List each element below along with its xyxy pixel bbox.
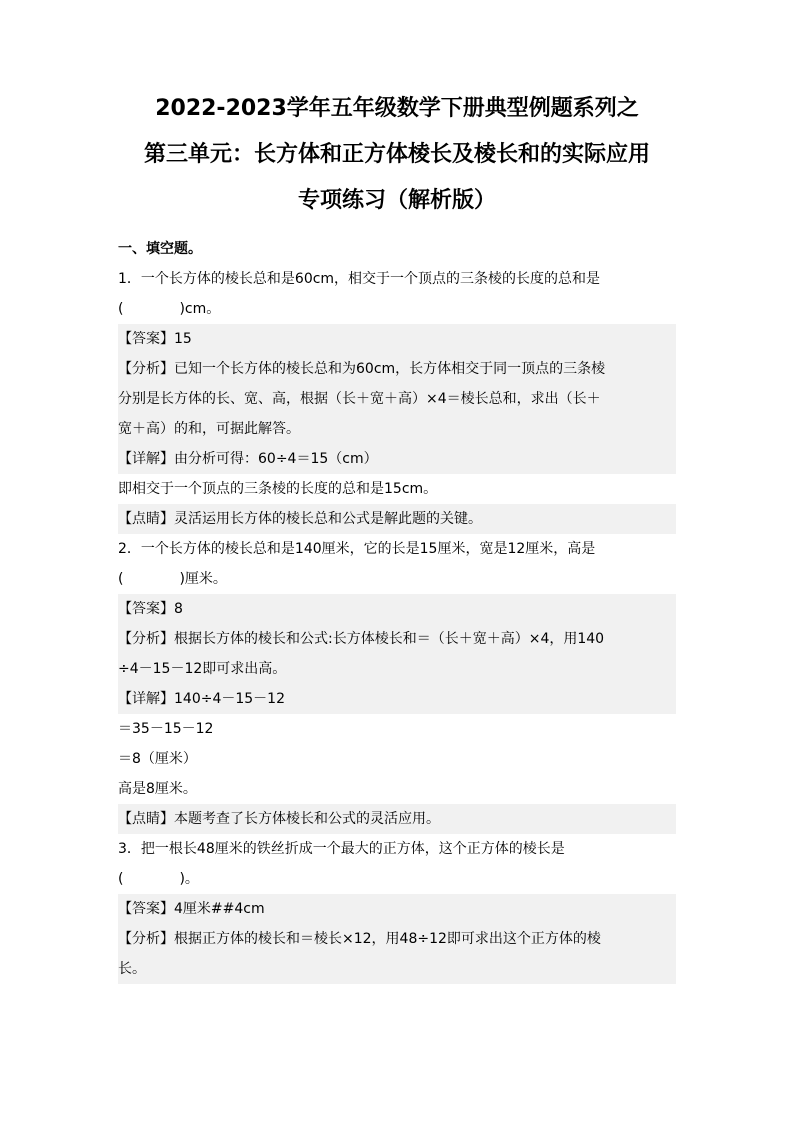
- question-1-detail-line-2: 即相交于一个顶点的三条棱的长度的总和是15cm。: [118, 481, 438, 497]
- question-3-analysis-line-2: 长。: [118, 961, 146, 977]
- question-1-comment-block: [118, 504, 676, 534]
- question-2-analysis-line-2: ÷4－15－12即可求出高。: [118, 661, 287, 677]
- question-2-comment: 【点睛】本题考查了长方体棱长和公式的灵活应用。: [118, 811, 440, 827]
- section-title: 一、填空题。: [118, 241, 202, 257]
- question-2-detail-line-3: ＝8（厘米）: [118, 751, 197, 767]
- question-2-detail-line-1: 【详解】140÷4－15－12: [118, 691, 285, 707]
- title-line-2: 第三单元：长方体和正方体棱长及棱长和的实际应用: [143, 142, 650, 167]
- question-3-solution: [118, 894, 676, 984]
- title-line-3: 专项练习（解析版）: [297, 188, 496, 213]
- question-1-analysis-line-1: 【分析】已知一个长方体的棱长总和为60cm，长方体相交于同一顶点的三条棱: [118, 361, 606, 377]
- question-1-detail-line-1: 【详解】由分析可得：60÷4＝15（cm）: [118, 451, 378, 467]
- question-2-comment-block: [118, 804, 676, 834]
- question-3-answer: 【答案】4厘米##4cm: [118, 901, 265, 917]
- question-3-blank: ( )。: [118, 871, 199, 887]
- question-2-blank: ( )厘米。: [118, 571, 227, 587]
- document-page: [118, 86, 676, 984]
- question-1-answer: 【答案】15: [118, 331, 192, 347]
- question-1-solution: [118, 324, 676, 474]
- title-line-1: 2022-2023学年五年级数学下册典型例题系列之: [155, 96, 639, 121]
- question-3-text: 3．把一根长48厘米的铁丝折成一个最大的正方体，这个正方体的棱长是: [118, 841, 565, 857]
- question-2-answer: 【答案】8: [118, 601, 183, 617]
- question-2-analysis-line-1: 【分析】根据长方体的棱长和公式:长方体棱长和＝（长＋宽＋高）×4，用140: [118, 631, 605, 647]
- question-1-blank: ( )cm。: [118, 301, 221, 317]
- question-1-comment: 【点睛】灵活运用长方体的棱长总和公式是解此题的关键。: [118, 511, 482, 527]
- question-1-text: 1．一个长方体的棱长总和是60cm，相交于一个顶点的三条棱的长度的总和是: [118, 271, 601, 287]
- question-1-analysis-line-3: 宽＋高）的和，可据此解答。: [118, 421, 300, 437]
- question-2-detail-line-2: ＝35－15－12: [118, 721, 214, 737]
- question-2-text: 2．一个长方体的棱长总和是140厘米，它的长是15厘米，宽是12厘米，高是: [118, 541, 596, 557]
- question-2-solution: [118, 594, 676, 714]
- question-1-analysis-line-2: 分别是长方体的长、宽、高，根据（长＋宽＋高）×4＝棱长总和，求出（长＋: [118, 391, 601, 407]
- question-3-analysis-line-1: 【分析】根据正方体的棱长和＝棱长×12，用48÷12即可求出这个正方体的棱: [118, 931, 601, 947]
- question-2-detail-line-4: 高是8厘米。: [118, 781, 197, 797]
